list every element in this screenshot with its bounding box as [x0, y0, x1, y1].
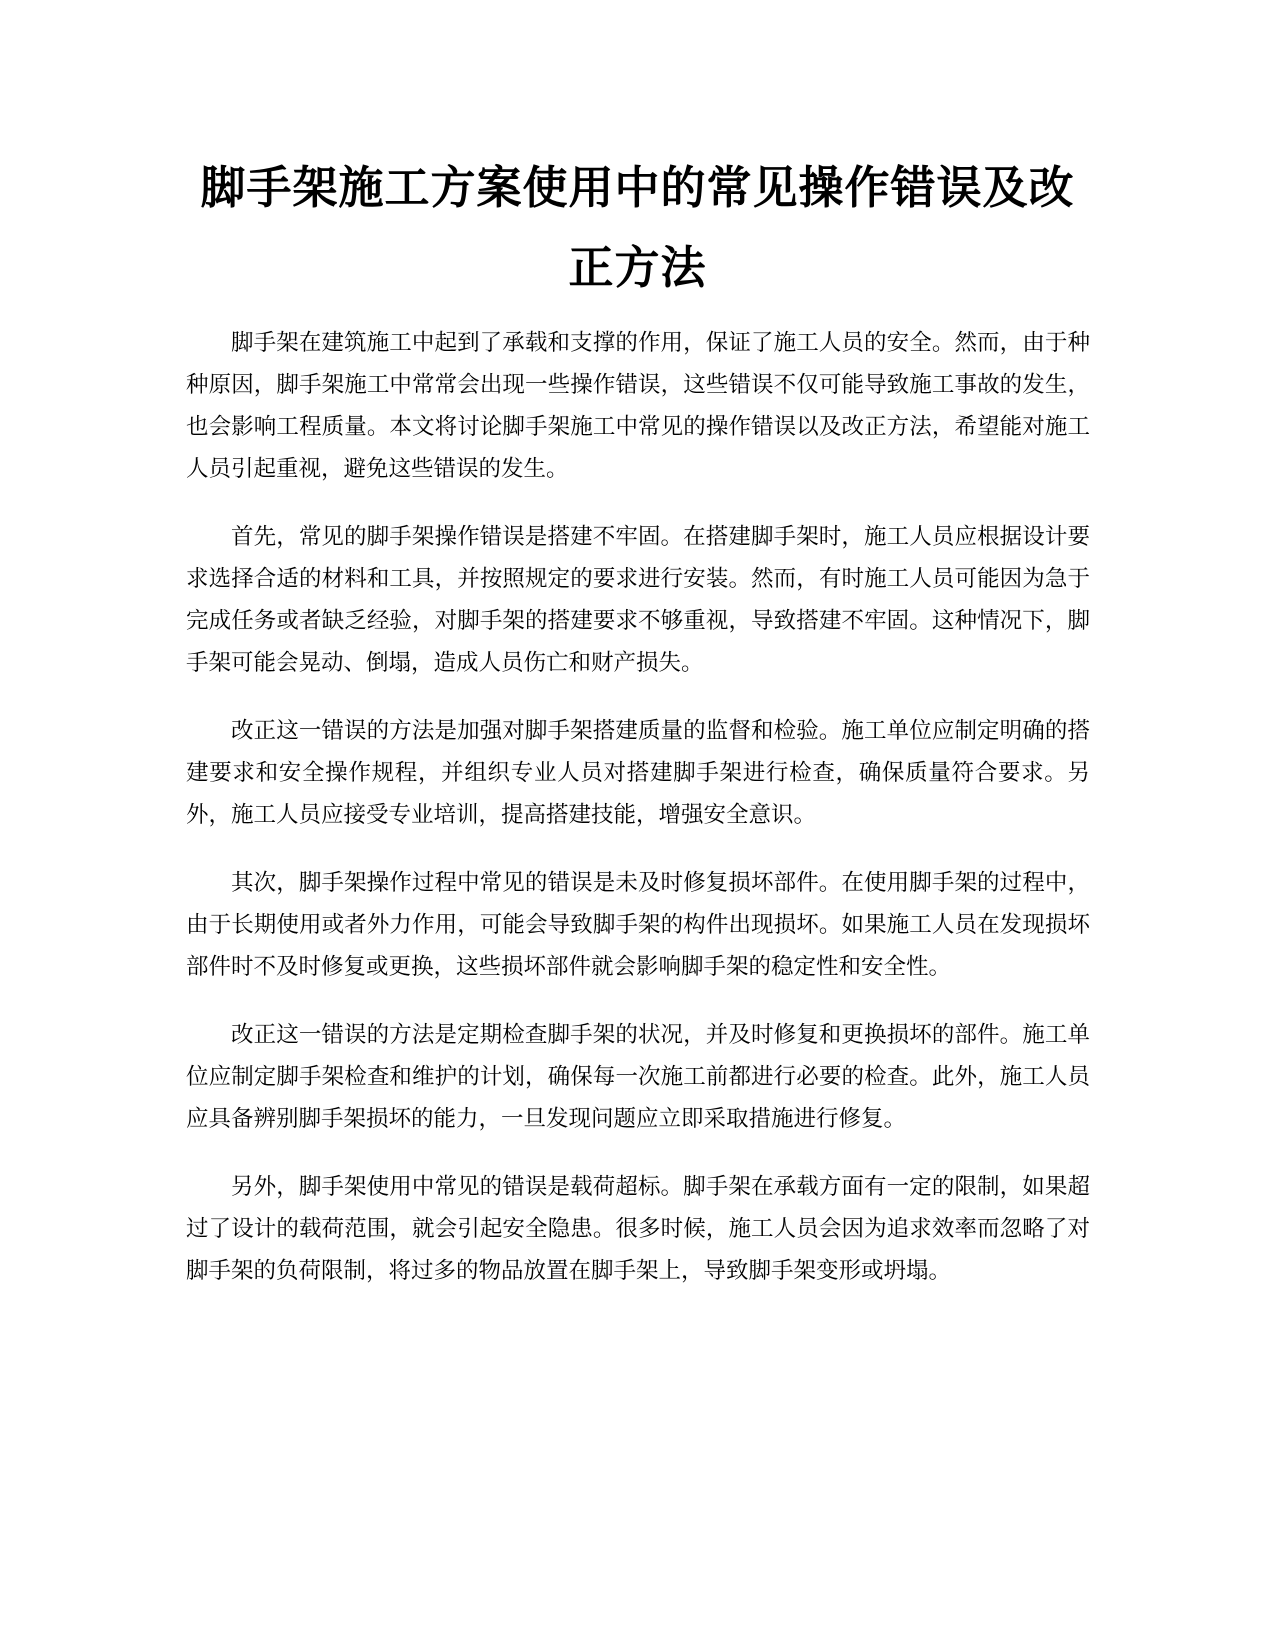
paragraph-1: 脚手架在建筑施工中起到了承载和支撑的作用，保证了施工人员的安全。然而，由于种种原因，脚手架施工中常常会出现一些操作错误，这些错误不仅可能导致施工事故的发生，也会影响工程质量。本文将讨论脚手架施工中常见的操作错误以及改正方法，希望能对施工人员引起重视，避免这些错误的发生。 — [186, 330, 1090, 482]
paragraph-6: 另外，脚手架使用中常见的错误是载荷超标。脚手架在承载方面有一定的限制，如果超过了设计的载荷范围，就会引起安全隐患。很多时候，施工人员会因为追求效率而忽略了对脚手架的负荷限制，将过多的物品放置在脚手架上，导致脚手架变形或坍塌。 — [186, 1174, 1090, 1284]
paragraph-3: 改正这一错误的方法是加强对脚手架搭建质量的监督和检验。施工单位应制定明确的搭建要求和安全操作规程，并组织专业人员对搭建脚手架进行检查，确保质量符合要求。另外，施工人员应接受专业培训，提高搭建技能，增强安全意识。 — [186, 718, 1090, 828]
paragraph-5: 改正这一错误的方法是定期检查脚手架的状况，并及时修复和更换损坏的部件。施工单位应制定脚手架检查和维护的计划，确保每一次施工前都进行必要的检查。此外，施工人员应具备辨别脚手架损坏的能力，一旦发现问题应立即采取措施进行修复。 — [186, 1022, 1090, 1132]
paragraph-2: 首先，常见的脚手架操作错误是搭建不牢固。在搭建脚手架时，施工人员应根据设计要求选择合适的材料和工具，并按照规定的要求进行安装。然而，有时施工人员可能因为急于完成任务或者缺乏经验，对脚手架的搭建要求不够重视，导致搭建不牢固。这种情况下，脚手架可能会晃动、倒塌，造成人员伤亡和财产损失。 — [186, 524, 1090, 676]
document-title: 脚手架施工方案使用中的常见操作错误及改正方法 — [200, 161, 1075, 294]
document-body — [186, 322, 1090, 1318]
paragraph-4: 其次，脚手架操作过程中常见的错误是未及时修复损坏部件。在使用脚手架的过程中，由于长期使用或者外力作用，可能会导致脚手架的构件出现损坏。如果施工人员在发现损坏部件时不及时修复或更换，这些损坏部件就会影响脚手架的稳定性和安全性。 — [186, 870, 1090, 980]
